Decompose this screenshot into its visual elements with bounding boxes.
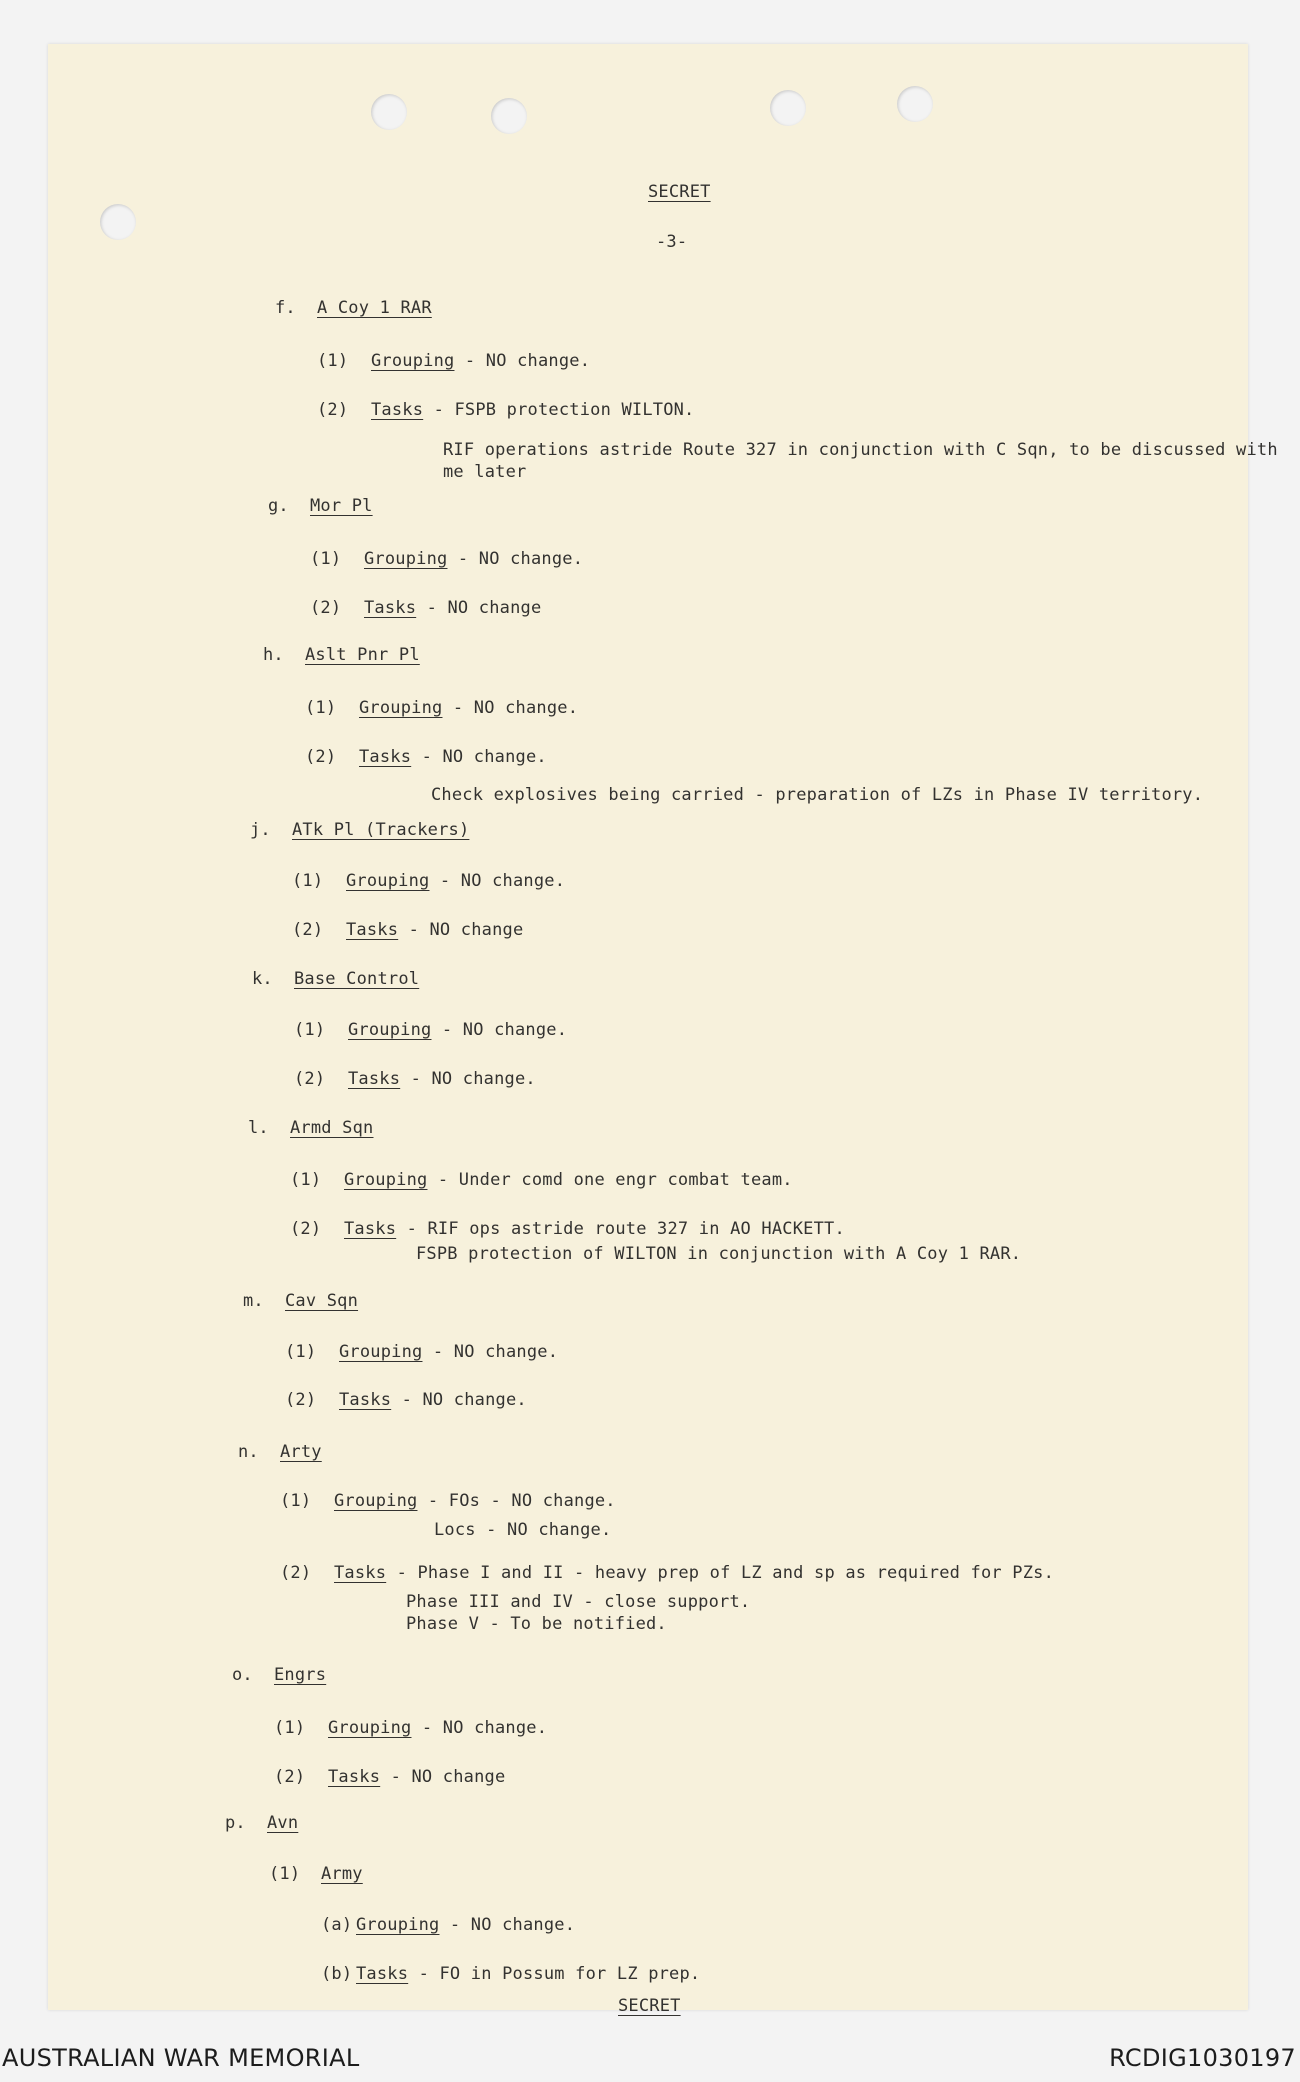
archive-id: RCDIG1030197 [1109,2044,1296,2072]
section-title: Arty [280,1442,322,1462]
tasks-label: Tasks [328,1767,381,1787]
grouping-label: Grouping [359,698,443,718]
grouping-line [328,1718,547,1738]
grouping-line [346,871,565,891]
grouping-text: - NO change. [429,871,566,891]
tasks-number: (2) [274,1767,306,1787]
tasks-number: (2) [305,747,337,767]
grouping-label: Grouping [328,1718,412,1738]
grouping-text: - NO change. [454,351,591,371]
section-letter: f. [275,298,296,318]
tasks-continuation: Phase III and IV - close support. [406,1592,751,1612]
section-title: ATk Pl (Trackers) [292,820,470,840]
tasks-text: - RIF ops astride route 327 in AO HACKETT. [396,1219,845,1239]
section-letter: j. [250,820,271,840]
section-title: Mor Pl [310,496,373,516]
grouping-number: (a) [321,1915,353,1935]
section-letter: l. [248,1118,269,1138]
tasks-label: Tasks [334,1563,387,1583]
tasks-text: - FO in Possum for LZ prep. [408,1964,701,1984]
tasks-label: Tasks [348,1069,401,1089]
grouping-text: - FOs - NO change. [417,1491,616,1511]
tasks-label: Tasks [344,1219,397,1239]
grouping-text: - NO change. [411,1718,548,1738]
grouping-label: Grouping [348,1020,432,1040]
section-letter: h. [263,645,284,665]
section-title: Cav Sqn [285,1291,359,1311]
tasks-continuation: RIF operations astride Route 327 in conjunction with C Sqn, to be discussed with [443,440,1278,460]
tasks-label: Tasks [356,1964,409,1984]
classification-header: SECRET [648,182,711,202]
grouping-number: (1) [285,1342,317,1362]
grouping-label: Grouping [344,1170,428,1190]
tasks-text: - NO change. [400,1069,536,1089]
tasks-text: - NO change. [391,1390,527,1410]
grouping-number: (1) [290,1170,322,1190]
tasks-number: (2) [290,1219,322,1239]
tasks-label: Tasks [364,598,417,618]
tasks-number: (2) [280,1563,312,1583]
grouping-line [334,1491,616,1511]
tasks-line [334,1563,1054,1583]
grouping-line [356,1915,575,1935]
tasks-line [359,747,547,767]
grouping-number: (1) [294,1020,326,1040]
tasks-line [339,1390,527,1410]
tasks-label: Tasks [346,920,399,940]
section-letter: m. [243,1291,264,1311]
tasks-text: - Phase I and II - heavy prep of LZ and sp as required for PZs. [386,1563,1055,1583]
grouping-number: (1) [317,351,349,371]
tasks-line [364,598,541,618]
grouping-text: - Under comd one engr combat team. [427,1170,793,1190]
section-letter: p. [225,1813,246,1833]
tasks-text: - FSPB protection WILTON. [423,400,695,420]
tasks-line [371,400,695,420]
tasks-label: Tasks [371,400,424,420]
section-title: Avn [267,1813,299,1833]
tasks-number: (2) [317,400,349,420]
grouping-label: Grouping [339,1342,423,1362]
tasks-number: (b) [321,1964,353,1984]
grouping-text: - NO change. [439,1915,576,1935]
grouping-text: - NO change. [447,549,584,569]
section-title: A Coy 1 RAR [317,298,432,318]
grouping-number: (1) [310,549,342,569]
section-letter: k. [252,969,273,989]
tasks-text: - NO change [416,598,542,618]
section-letter: n. [238,1442,259,1462]
grouping-line [344,1170,793,1190]
tasks-text: - NO change. [411,747,547,767]
grouping-line [371,351,590,371]
grouping-line [359,698,578,718]
grouping-number: (1) [274,1718,306,1738]
grouping-number: (1) [292,871,324,891]
grouping-text: - NO change. [442,698,579,718]
tasks-continuation: me later [443,462,527,482]
section-title: Armd Sqn [290,1118,374,1138]
grouping-line [348,1020,567,1040]
grouping-line [339,1342,558,1362]
grouping-label: Grouping [346,871,430,891]
archive-credit: AUSTRALIAN WAR MEMORIAL [2,2044,360,2072]
grouping-text: - NO change. [431,1020,568,1040]
tasks-text: - NO change [380,1767,506,1787]
classification-footer: SECRET [618,1996,681,2016]
tasks-line [344,1219,845,1239]
tasks-line [346,920,523,940]
tasks-number: (2) [310,598,342,618]
grouping-continuation: Locs - NO change. [434,1520,612,1540]
tasks-label: Tasks [339,1390,392,1410]
subsection-title: Army [321,1864,363,1884]
page-number: -3- [656,232,688,252]
tasks-line [356,1964,700,1984]
grouping-line [364,549,583,569]
tasks-continuation: Check explosives being carried - preparation of LZs in Phase IV territory. [431,785,1204,805]
tasks-line [328,1767,505,1787]
grouping-number: (1) [305,698,337,718]
tasks-continuation: FSPB protection of WILTON in conjunction with A Coy 1 RAR. [416,1244,1022,1264]
tasks-label: Tasks [359,747,412,767]
grouping-text: - NO change. [422,1342,559,1362]
section-title: Engrs [274,1665,327,1685]
tasks-continuation: Phase V - To be notified. [406,1614,667,1634]
section-letter: o. [232,1665,253,1685]
section-title: Base Control [294,969,420,989]
grouping-label: Grouping [356,1915,440,1935]
tasks-number: (2) [294,1069,326,1089]
subsection-number: (1) [269,1864,301,1884]
grouping-label: Grouping [334,1491,418,1511]
grouping-number: (1) [280,1491,312,1511]
grouping-label: Grouping [371,351,455,371]
section-title: Aslt Pnr Pl [305,645,420,665]
tasks-number: (2) [292,920,324,940]
grouping-label: Grouping [364,549,448,569]
section-letter: g. [268,496,289,516]
tasks-line [348,1069,536,1089]
tasks-text: - NO change [398,920,524,940]
tasks-number: (2) [285,1390,317,1410]
